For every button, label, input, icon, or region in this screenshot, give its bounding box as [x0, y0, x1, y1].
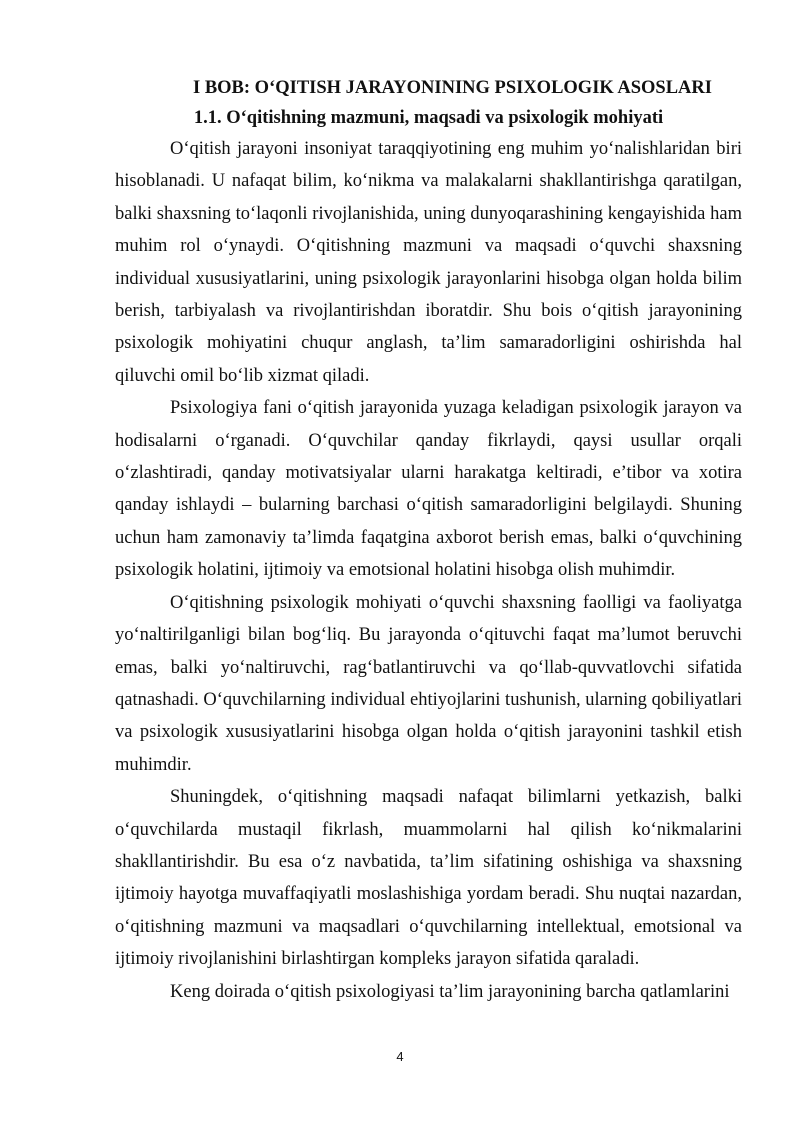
- body-paragraph: O‘qitishning psixologik mohiyati o‘quvchi shaxsning faolligi va faoliyatga yo‘naltirilganligi bilan bog‘liq. Bu jarayonda o‘qituvchi faqat ma’lumot beruvchi emas, balki yo‘naltiruvchi, rag‘batlantiruvchi va qo‘llab-quvvatlovchi sifatida qatnashadi. O‘quvchilarning individual ehtiyojlarini tushunish, ularning qobiliyatlari va psixologik xususiyatlarini hisobga olgan holda o‘qitish jarayonini tashkil etish muhimdir.: [115, 592, 742, 775]
- body-paragraph: Shuningdek, o‘qitishning maqsadi nafaqat bilimlarni yetkazish, balki o‘quvchilarda mustaqil fikrlash, muammolarni hal qilish ko‘nikmalarini shakllantirishdir. Bu esa o‘z navbatida, ta’lim sifatining oshishiga va shaxsning ijtimoiy hayotga muvaffaqiyatli moslashishiga yordam beradi. Shu nuqtai nazardan, o‘qitishning mazmuni va maqsadlari o‘quvchilarning intellektual, emotsional va ijtimoiy rivojlanishini birlashtirgan kompleks jarayon sifatida qaraladi.: [115, 787, 742, 970]
- body-paragraph: O‘qitish jarayoni insoniyat taraqqiyotining eng muhim yo‘nalishlaridan biri hisoblanadi. U nafaqat bilim, ko‘nikma va malakalarni shakllantirishga qaratilgan, balki shaxsning to‘laqonli rivojlanishida, uning dunyoqarashining kengayishida ham muhim rol o‘ynaydi. O‘qitishning mazmuni va maqsadi o‘quvchi shaxsning individual xususiyatlarini, uning psixologik jarayonlarini hisobga olgan holda bilim berish, tarbiyalash va rivojlantirishdan iboratdir. Shu bois o‘qitish jarayonining psixologik mohiyatini chuqur anglash, ta’lim samaradorligini oshirishda hal qiluvchi omil bo‘lib xizmat qiladi.: [115, 139, 742, 386]
- body-paragraph: Psixologiya fani o‘qitish jarayonida yuzaga keladigan psixologik jarayon va hodisalarni o‘rganadi. O‘quvchilar qanday fikrlaydi, qaysi usullar orqali o‘zlashtiradi, qanday motivatsiyalar ularni harakatga keltiradi, e’tibor va xotira qanday ishlaydi – bularning barchasi o‘qitish samaradorligini belgilaydi. Shuning uchun ham zamonaviy ta’limda faqatgina axborot berish emas, balki o‘quvchining psixologik holatini, ijtimoiy va emotsional holatini hisobga olish muhimdir.: [115, 398, 742, 581]
- chapter-title: I BOB: O‘QITISH JARAYONINING PSIXOLOGIK ASOSLARI: [193, 78, 712, 98]
- section-title: 1.1. O‘qitishning mazmuni, maqsadi va psixologik mohiyati: [193, 108, 664, 128]
- body-paragraph: Keng doirada o‘qitish psixologiyasi ta’lim jarayonining barcha qatlamlarini: [170, 981, 730, 1002]
- page-content: [115, 73, 742, 1008]
- page-number: 4: [396, 1049, 404, 1064]
